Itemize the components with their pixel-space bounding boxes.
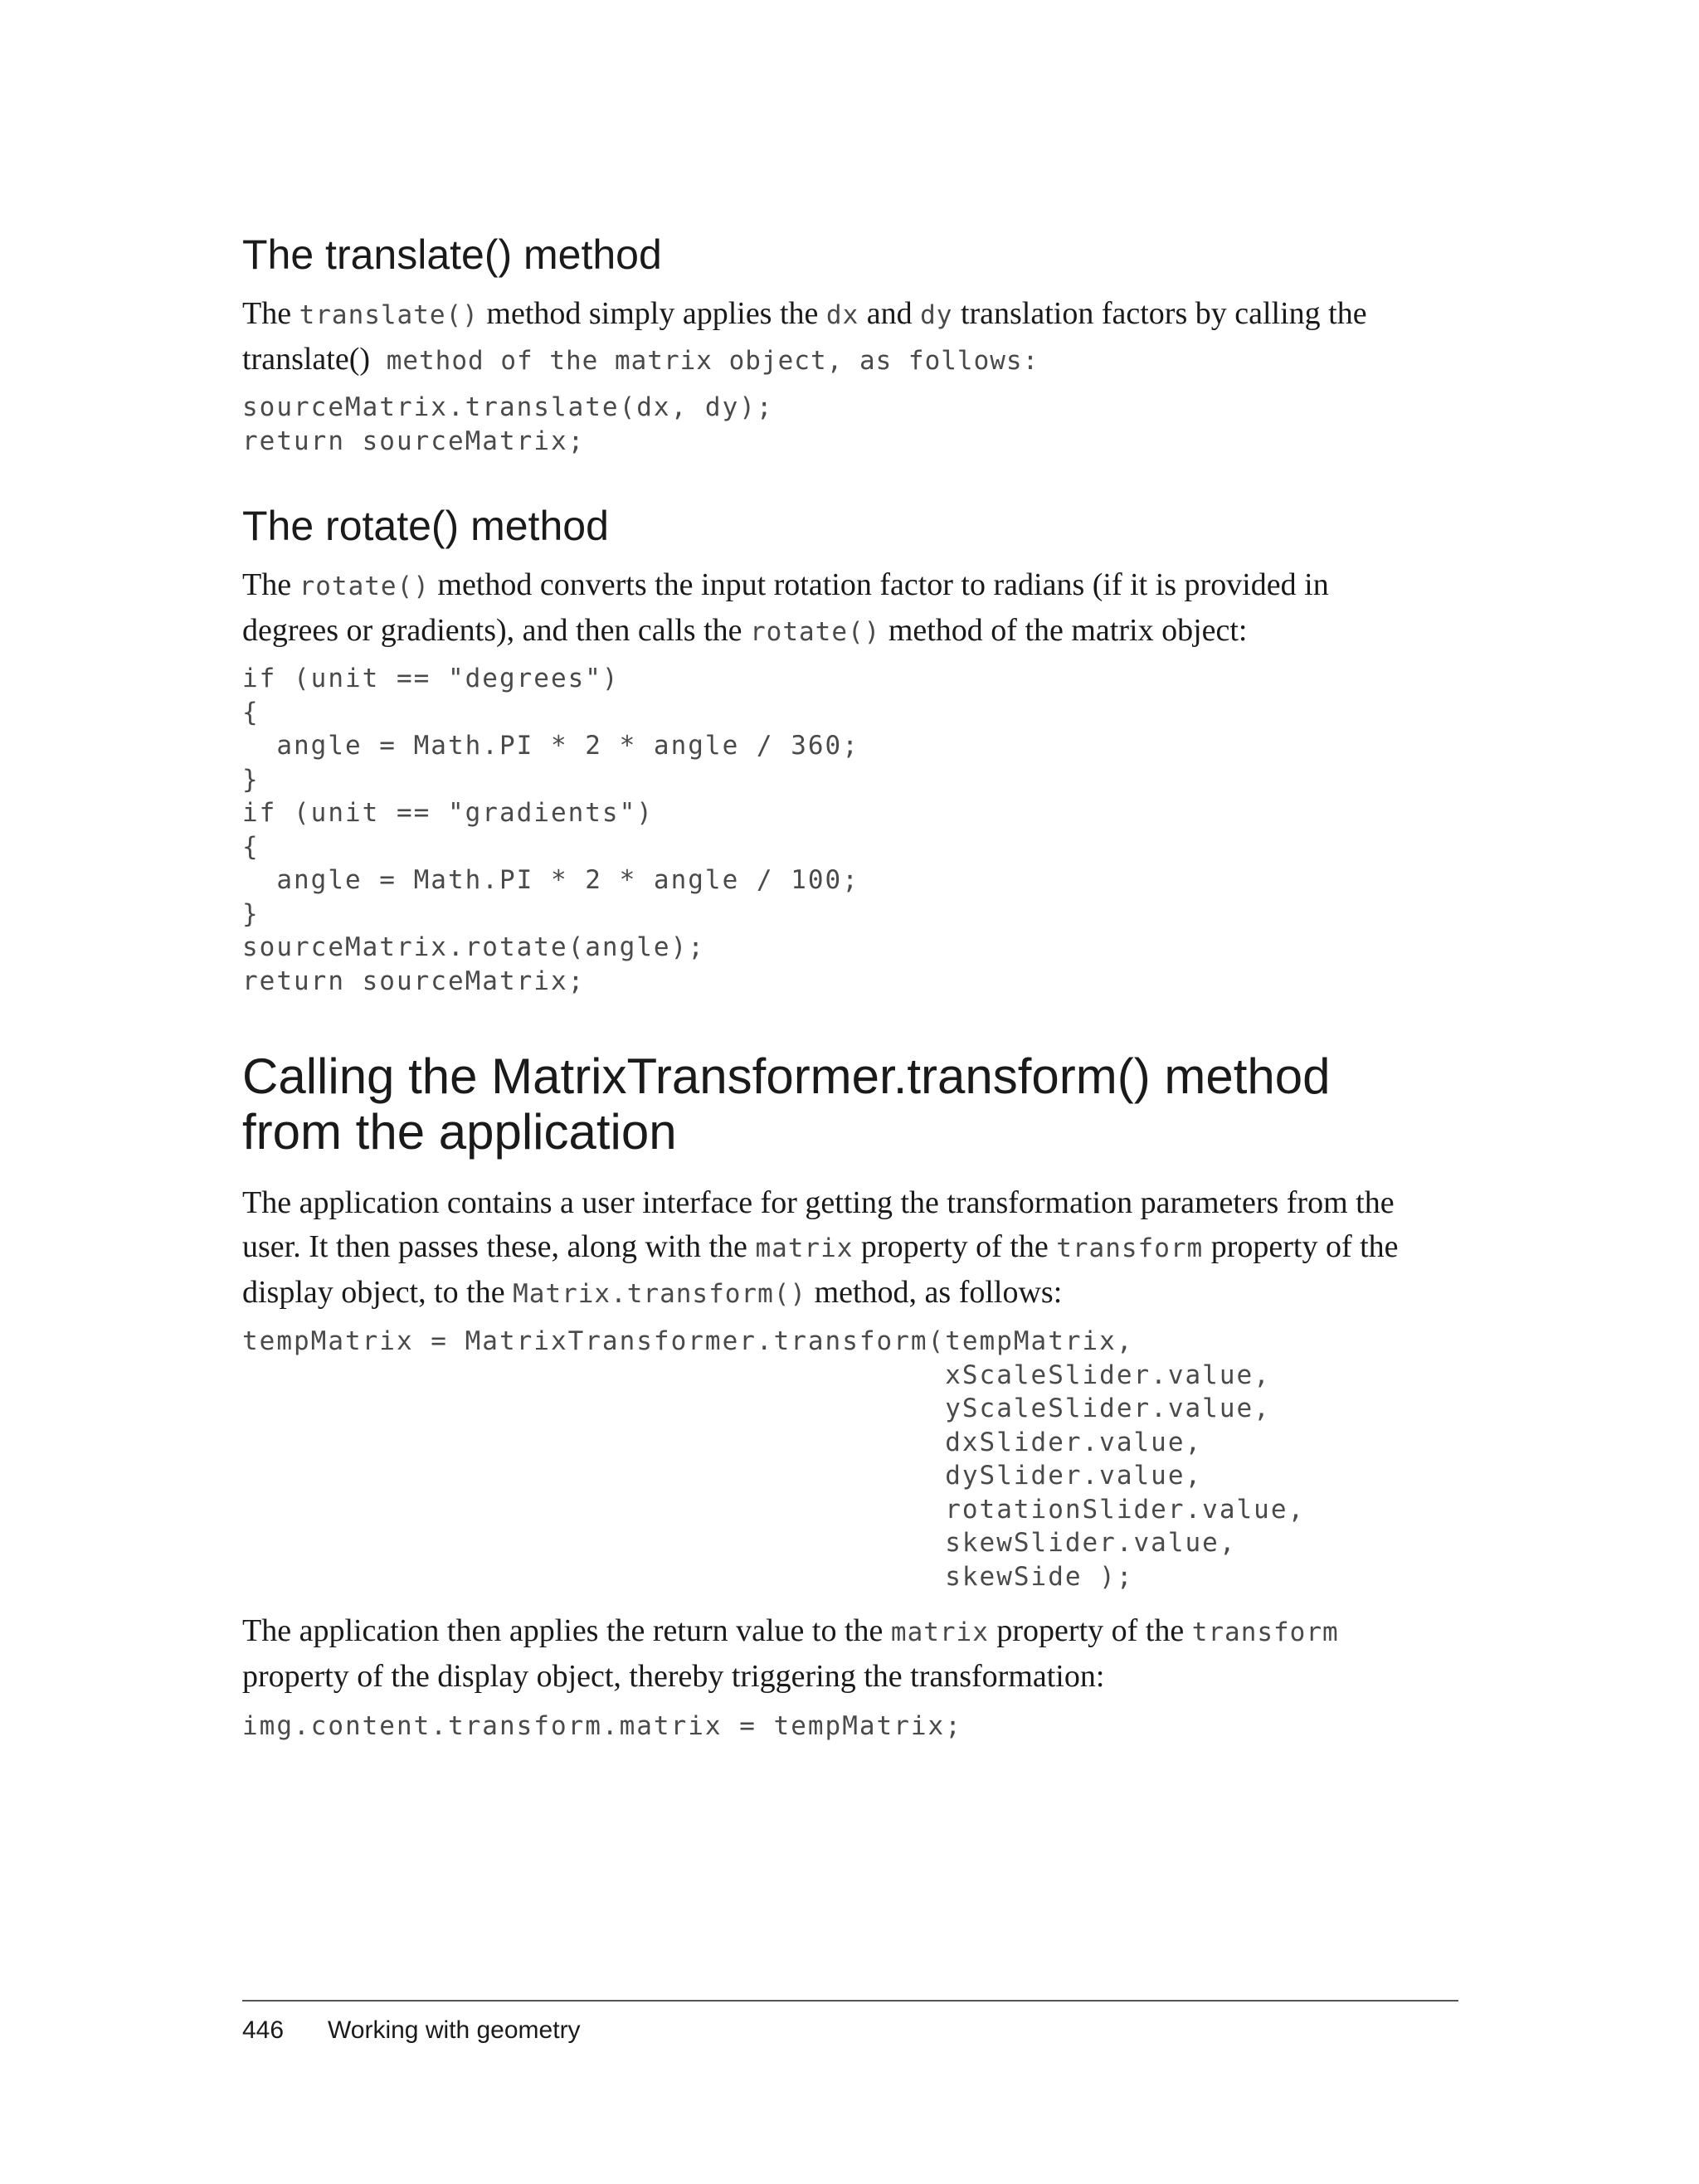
text-run: degrees or gradients), and then calls the — [242, 613, 750, 648]
text-run: method, as follows: — [806, 1275, 1063, 1310]
text-run: property of the display object, thereby triggering the transformation: — [242, 1659, 1105, 1694]
footer-page-number: 446 — [242, 2016, 285, 2044]
calling-paragraph-2 — [242, 1609, 1462, 1699]
paragraph-line — [242, 609, 1462, 654]
calling-code-block-1: tempMatrix = MatrixTransformer.transform(tempMatrix, xScaleSlider.value, yScaleSlider.value, dxSlider.value, dySlider.value, rotationSlider.value, skewSlider.value, skewSide ); — [242, 1326, 1306, 1592]
text-run: method simply applies the — [478, 296, 826, 331]
paragraph-line — [242, 1225, 1462, 1271]
inline-code: rotate() — [299, 572, 430, 601]
inline-code: method of the matrix object, as follows: — [370, 346, 1039, 376]
paragraph-line — [242, 1609, 1462, 1655]
inline-code: transform — [1191, 1617, 1339, 1647]
text-run: translation factors by calling the — [952, 296, 1367, 331]
inline-code: dy — [920, 300, 953, 330]
calling-section-heading-line2: from the application — [242, 1104, 677, 1160]
text-run: and — [859, 296, 921, 331]
text-run: user. It then passes these, along with the — [242, 1229, 756, 1264]
paragraph-line — [242, 1181, 1462, 1225]
inline-code: dx — [825, 300, 859, 330]
inline-code: matrix — [890, 1617, 989, 1647]
translate-code-block: sourceMatrix.translate(dx, dy); return sourceMatrix; — [242, 392, 774, 456]
rotate-paragraph — [242, 563, 1462, 654]
calling-paragraph-1 — [242, 1181, 1462, 1316]
text-run: property of the — [988, 1613, 1192, 1648]
paragraph-line — [242, 1271, 1462, 1316]
inline-code: rotate() — [750, 617, 881, 647]
inline-code: translate() — [299, 300, 479, 330]
text-run: The — [242, 567, 299, 602]
translate-paragraph — [242, 292, 1462, 383]
calling-code-block-2: img.content.transform.matrix = tempMatrix; — [242, 1711, 962, 1741]
text-run: The application contains a user interface for getting the transformation parameters from the — [242, 1185, 1395, 1220]
inline-code: Matrix.transform() — [513, 1279, 807, 1309]
inline-code: transform — [1056, 1233, 1204, 1263]
paragraph-line — [242, 338, 1462, 383]
footer-chapter-title: Working with geometry — [328, 2016, 581, 2044]
text-run: property of the — [1203, 1229, 1399, 1264]
text-run: The — [242, 296, 299, 331]
text-run: property of the — [853, 1229, 1057, 1264]
footer-divider — [242, 2000, 1458, 2002]
rotate-section-heading: The rotate() method — [242, 503, 609, 549]
translate-section-heading: The translate() method — [242, 231, 662, 278]
text-run: The application then applies the return value to the — [242, 1613, 891, 1648]
inline-code: matrix — [755, 1233, 854, 1263]
paragraph-line — [242, 1655, 1462, 1699]
calling-section-heading-line1: Calling the MatrixTransformer.transform() method — [242, 1048, 1331, 1104]
rotate-code-block: if (unit == "degrees") { angle = Math.PI * 2 * angle / 360; } if (unit == "gradients") { angle = Math.PI * 2 * angle / 100; } sourceMatrix.rotate(angle); return sourceMatrix; — [242, 664, 859, 996]
text-run: translate() — [242, 342, 371, 377]
text-run: display object, to the — [242, 1275, 514, 1310]
paragraph-line — [242, 292, 1462, 338]
text-run: method of the matrix object: — [880, 613, 1248, 648]
text-run: method converts the input rotation factor to radians (if it is provided in — [429, 567, 1329, 602]
paragraph-line — [242, 563, 1462, 609]
